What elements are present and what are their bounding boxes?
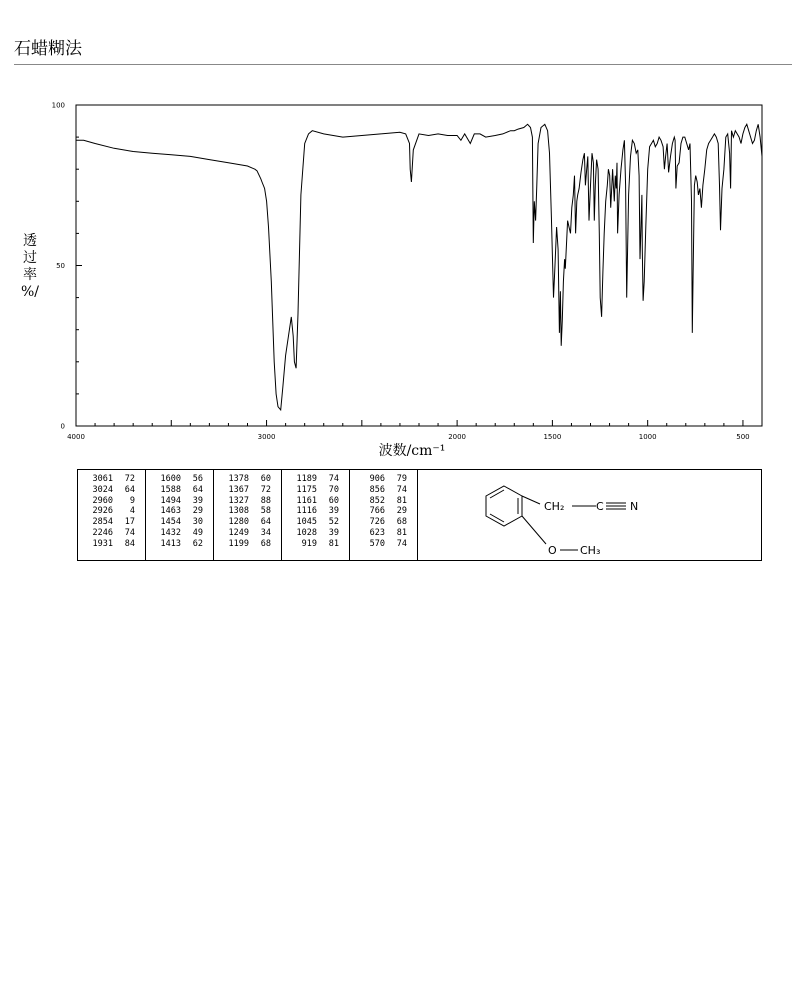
ch3-label: CH₃	[580, 544, 601, 557]
peak-wavenumber: 1432	[160, 527, 181, 538]
y-tick-label: 0	[60, 422, 65, 431]
peak-wavenumber: 1045	[296, 517, 317, 528]
peak-transmittance: 64	[124, 484, 135, 495]
peak-wavenumber: 1588	[160, 484, 181, 495]
peak-row	[282, 506, 349, 517]
peak-wavenumber: 1199	[228, 538, 249, 549]
peak-row	[282, 528, 349, 539]
peak-row	[78, 496, 145, 507]
peak-row	[146, 539, 213, 550]
title-divider	[14, 64, 792, 65]
peak-row	[146, 496, 213, 507]
peak-transmittance: 88	[260, 495, 271, 506]
peak-wavenumber: 1327	[228, 495, 249, 506]
peak-row	[146, 485, 213, 496]
peak-row	[78, 528, 145, 539]
bond-ring-o	[522, 516, 546, 544]
peak-transmittance: 79	[396, 474, 407, 484]
peak-wavenumber: 1161	[296, 495, 317, 506]
x-tick-label: 1500	[543, 433, 562, 441]
peak-row	[214, 506, 281, 517]
peak-transmittance: 34	[260, 527, 271, 538]
peak-row	[78, 474, 145, 485]
o-label: O	[548, 544, 557, 557]
peak-wavenumber: 1378	[228, 474, 249, 484]
peak-row	[214, 517, 281, 528]
peak-row	[78, 506, 145, 517]
peak-row	[146, 528, 213, 539]
peak-column	[214, 470, 282, 560]
ring-double-bond	[490, 514, 504, 522]
page-title: 石蜡糊法	[14, 39, 82, 59]
ir-spectrum-chart	[0, 95, 794, 460]
peak-transmittance: 74	[328, 474, 339, 484]
peak-row	[214, 496, 281, 507]
peak-wavenumber: 1189	[296, 474, 317, 484]
peak-wavenumber: 1175	[296, 484, 317, 495]
y-axis-label-char: %/	[20, 284, 40, 300]
peak-transmittance: 74	[396, 484, 407, 495]
peak-wavenumber: 2246	[92, 527, 113, 538]
peak-wavenumber: 1028	[296, 527, 317, 538]
peak-wavenumber: 856	[369, 484, 385, 495]
peak-transmittance: 72	[124, 474, 135, 484]
peak-wavenumber: 1367	[228, 484, 249, 495]
peak-transmittance: 39	[328, 527, 339, 538]
peak-column	[282, 470, 350, 560]
peak-transmittance: 64	[260, 517, 271, 528]
peak-row	[214, 528, 281, 539]
peak-wavenumber: 2854	[92, 517, 113, 528]
peak-wavenumber: 570	[369, 538, 385, 549]
peak-wavenumber: 2960	[92, 495, 113, 506]
peak-column	[78, 470, 146, 560]
peak-transmittance: 74	[396, 538, 407, 549]
peak-row	[78, 539, 145, 550]
plot-frame	[76, 105, 762, 426]
molecular-structure	[418, 470, 758, 560]
peak-wavenumber: 2926	[92, 506, 113, 517]
peak-wavenumber: 1454	[160, 517, 181, 528]
peak-transmittance: 29	[192, 506, 203, 517]
ch2-label: CH₂	[544, 500, 565, 513]
peak-row	[350, 496, 417, 507]
peak-row	[146, 517, 213, 528]
peak-wavenumber: 1249	[228, 527, 249, 538]
peak-row	[146, 474, 213, 485]
spectrum-line	[76, 124, 762, 410]
peak-row	[214, 539, 281, 550]
x-tick-label: 3000	[257, 433, 276, 441]
y-tick-label: 50	[56, 262, 65, 270]
peak-row	[282, 496, 349, 507]
peak-transmittance: 49	[192, 527, 203, 538]
peak-row	[214, 474, 281, 485]
peak-row	[282, 474, 349, 485]
peak-transmittance: 4	[129, 506, 135, 517]
x-tick-label: 1000	[638, 433, 657, 441]
peak-wavenumber: 919	[301, 538, 317, 549]
peak-table	[77, 469, 762, 561]
peak-wavenumber: 766	[369, 506, 385, 517]
peak-wavenumber: 1463	[160, 506, 181, 517]
peak-wavenumber: 852	[369, 495, 385, 506]
peak-wavenumber: 726	[369, 517, 385, 528]
peak-row	[214, 485, 281, 496]
peak-wavenumber: 1116	[296, 506, 317, 517]
peak-transmittance: 56	[192, 474, 203, 484]
peak-wavenumber: 1600	[160, 474, 181, 484]
chart-ticks	[76, 105, 762, 426]
peak-transmittance: 74	[124, 527, 135, 538]
peak-transmittance: 29	[396, 506, 407, 517]
ring-double-bond	[490, 490, 504, 498]
peak-row	[78, 485, 145, 496]
y-axis-label-char: 过	[23, 250, 37, 266]
peak-transmittance: 81	[396, 527, 407, 538]
peak-row	[78, 517, 145, 528]
peak-wavenumber: 3024	[92, 484, 113, 495]
peak-wavenumber: 1931	[92, 538, 113, 549]
peak-wavenumber: 1494	[160, 495, 181, 506]
peak-transmittance: 81	[396, 495, 407, 506]
peak-wavenumber: 3061	[92, 474, 113, 484]
x-axis-label: 波数/cm⁻¹	[378, 443, 446, 459]
peak-row	[350, 517, 417, 528]
structure-cell	[418, 470, 761, 560]
peak-transmittance: 39	[328, 506, 339, 517]
chart-axes	[76, 105, 762, 426]
peak-transmittance: 68	[260, 538, 271, 549]
peak-row	[146, 506, 213, 517]
chart-series	[76, 124, 762, 410]
peak-row	[282, 485, 349, 496]
peak-transmittance: 62	[192, 538, 203, 549]
peak-wavenumber: 1413	[160, 538, 181, 549]
peak-row	[350, 474, 417, 485]
peak-column	[350, 470, 418, 560]
n-label: N	[630, 500, 639, 513]
peak-transmittance: 30	[192, 517, 203, 528]
peak-row	[350, 539, 417, 550]
y-tick-label: 100	[51, 101, 65, 110]
peak-wavenumber: 906	[369, 474, 385, 484]
peak-transmittance: 39	[192, 495, 203, 506]
peak-row	[350, 485, 417, 496]
peak-wavenumber: 1308	[228, 506, 249, 517]
peak-row	[350, 506, 417, 517]
benzene-ring	[486, 486, 522, 526]
peak-column	[146, 470, 214, 560]
y-axis-label-char: 率	[23, 267, 37, 283]
peak-transmittance: 68	[396, 517, 407, 528]
peak-row	[282, 539, 349, 550]
y-axis-label	[21, 233, 39, 300]
peak-transmittance: 72	[260, 484, 271, 495]
peak-row	[350, 528, 417, 539]
peak-transmittance: 52	[328, 517, 339, 528]
x-tick-label: 4000	[67, 433, 85, 441]
peak-wavenumber: 1280	[228, 517, 249, 528]
peak-transmittance: 9	[129, 495, 135, 506]
peak-transmittance: 17	[124, 517, 135, 528]
carbon-label: C	[596, 500, 604, 513]
peak-transmittance: 84	[124, 538, 135, 549]
bond-ring-ch2	[522, 496, 540, 504]
y-axis-label-char: 透	[23, 233, 37, 249]
peak-transmittance: 60	[260, 474, 271, 484]
peak-transmittance: 58	[260, 506, 271, 517]
peak-transmittance: 64	[192, 484, 203, 495]
peak-transmittance: 60	[328, 495, 339, 506]
x-tick-label: 2000	[448, 433, 467, 441]
x-tick-label: 500	[736, 433, 750, 441]
peak-transmittance: 70	[328, 484, 339, 495]
peak-transmittance: 81	[328, 538, 339, 549]
peak-row	[282, 517, 349, 528]
peak-wavenumber: 623	[369, 527, 385, 538]
